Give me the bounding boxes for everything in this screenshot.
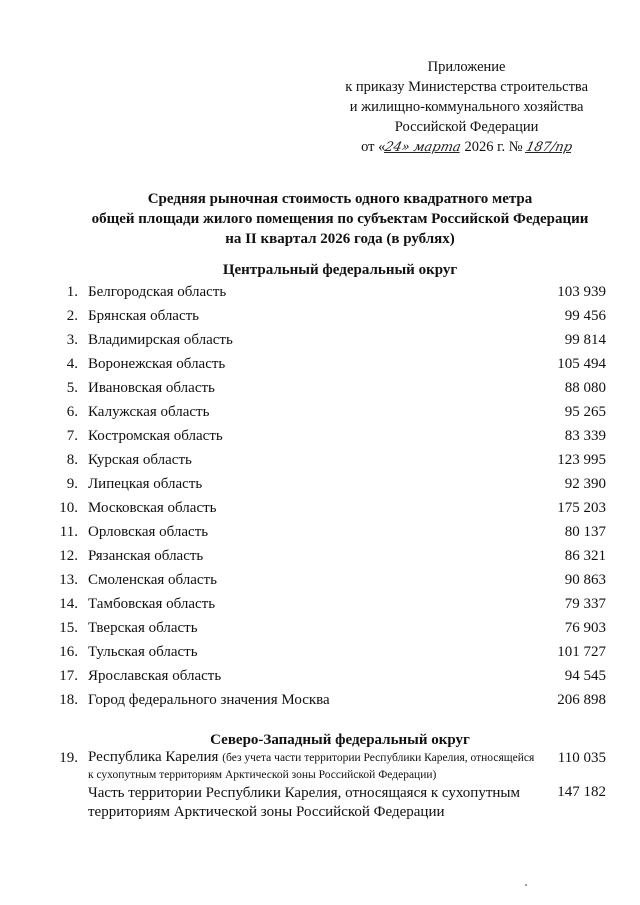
table-row bbox=[0, 690, 640, 710]
row-number: 19. bbox=[59, 750, 78, 766]
table-row bbox=[0, 618, 640, 638]
price-value: 105 494 bbox=[557, 356, 606, 372]
region-note-a: (без учета части территории Республики Карелия, относящейся bbox=[222, 752, 535, 764]
table-row bbox=[0, 282, 640, 302]
row-number: 14. bbox=[59, 596, 78, 612]
row-number: 5. bbox=[66, 380, 78, 396]
table-row bbox=[0, 666, 640, 686]
price-value: 88 080 bbox=[564, 380, 606, 396]
table-row bbox=[0, 642, 640, 662]
price-value: 86 321 bbox=[564, 548, 606, 564]
region-name: Смоленская область bbox=[88, 572, 217, 588]
table-row bbox=[0, 450, 640, 470]
row-number: 18. bbox=[59, 692, 78, 708]
row-number: 9. bbox=[66, 476, 78, 492]
document-title bbox=[60, 189, 620, 249]
title-line-2: общей площади жилого помещения по субъектам Российской Федерации bbox=[91, 211, 589, 227]
row-number: 6. bbox=[66, 404, 78, 420]
row-number: 3. bbox=[66, 332, 78, 348]
price-value: 79 337 bbox=[564, 596, 606, 612]
region-name: Рязанская область bbox=[88, 548, 204, 564]
title-line-1: Средняя рыночная стоимость одного квадратного метра bbox=[147, 191, 533, 207]
row-number: 10. bbox=[59, 500, 78, 516]
appendix-federation-line: Российской Федерации bbox=[394, 119, 539, 135]
scan-speck bbox=[525, 884, 527, 886]
region-name: Тамбовская область bbox=[88, 596, 216, 612]
table-row bbox=[0, 378, 640, 398]
region-name: Ярославская область bbox=[88, 668, 222, 684]
region-name: Тверская область bbox=[88, 620, 198, 636]
arctic-part-text: Часть территории Республики Карелия, относящаяся к сухопутным территориям Арктической зоны Российской Федерации bbox=[88, 785, 520, 820]
row-number: 15. bbox=[59, 620, 78, 636]
price-value: 110 035 bbox=[557, 750, 606, 766]
table-row bbox=[0, 594, 640, 614]
district-heading-central: Центральный федеральный округ bbox=[222, 262, 458, 278]
price-value: 90 863 bbox=[564, 572, 606, 588]
region-name: Владимирская область bbox=[88, 332, 233, 348]
table-row bbox=[0, 402, 640, 422]
price-value: 99 814 bbox=[564, 332, 606, 348]
appendix-heading: Приложение bbox=[427, 59, 506, 75]
row-number: 7. bbox=[66, 428, 78, 444]
region-name: Калужская область bbox=[88, 404, 210, 420]
row-number: 8. bbox=[66, 452, 78, 468]
price-value: 99 456 bbox=[564, 308, 606, 324]
district-heading-northwest: Северо-Западный федеральный округ bbox=[210, 732, 470, 748]
price-value: 83 339 bbox=[564, 428, 606, 444]
row-number: 13. bbox=[59, 572, 78, 588]
year-text: 2026 г. № bbox=[464, 139, 523, 155]
appendix-order-line: к приказу Министерства строительства bbox=[345, 79, 588, 95]
table-row bbox=[0, 354, 640, 374]
region-name: Воронежская область bbox=[88, 356, 226, 372]
price-value: 123 995 bbox=[557, 452, 606, 468]
region-name: Тульская область bbox=[88, 644, 198, 660]
table-row bbox=[0, 546, 640, 566]
region-name: Липецкая область bbox=[88, 476, 203, 492]
appendix-ministry-line: и жилищно-коммунального хозяйства bbox=[349, 99, 584, 115]
region-name: Ивановская область bbox=[88, 380, 215, 396]
region-name: Орловская область bbox=[88, 524, 209, 540]
row-number: 2. bbox=[66, 308, 78, 324]
region-name: Город федерального значения Москва bbox=[88, 692, 330, 708]
table-row bbox=[0, 570, 640, 590]
title-line-3: на II квартал 2026 года (в рублях) bbox=[225, 231, 455, 247]
region-name-main: Республика Карелия bbox=[88, 749, 219, 765]
row-number: 1. bbox=[66, 284, 78, 300]
appendix-block bbox=[345, 57, 588, 158]
row-number: 12. bbox=[59, 548, 78, 564]
region-name bbox=[88, 748, 534, 782]
price-value: 76 903 bbox=[564, 620, 606, 636]
handwritten-date: 24» марта bbox=[383, 140, 463, 155]
row-number: 17. bbox=[59, 668, 78, 684]
table-row bbox=[0, 306, 640, 326]
row-number: 4. bbox=[66, 356, 78, 372]
arctic-part-value: 147 182 bbox=[557, 784, 606, 800]
price-value: 80 137 bbox=[564, 524, 606, 540]
table-row bbox=[0, 330, 640, 350]
price-value: 101 727 bbox=[557, 644, 606, 660]
table-row bbox=[0, 426, 640, 446]
row-number: 16. bbox=[59, 644, 78, 660]
table-row bbox=[0, 498, 640, 518]
region-name: Белгородская область bbox=[88, 284, 227, 300]
region-name: Брянская область bbox=[88, 308, 200, 324]
price-value: 92 390 bbox=[564, 476, 606, 492]
handwritten-number: 187/пр bbox=[524, 140, 574, 155]
table-row bbox=[0, 474, 640, 494]
region-note-b: к сухопутным территориям Арктической зоны Российской Федерации) bbox=[88, 769, 437, 781]
table-row bbox=[0, 522, 640, 542]
price-value: 206 898 bbox=[557, 692, 606, 708]
price-value: 95 265 bbox=[564, 404, 606, 420]
region-name: Костромская область bbox=[88, 428, 223, 444]
date-prefix: от « bbox=[361, 139, 386, 155]
price-value: 175 203 bbox=[557, 500, 606, 516]
region-name: Московская область bbox=[88, 500, 217, 516]
price-value: 103 939 bbox=[557, 284, 606, 300]
row-number: 11. bbox=[59, 524, 78, 540]
appendix-date-number bbox=[345, 137, 588, 158]
price-value: 94 545 bbox=[564, 668, 606, 684]
region-name: Курская область bbox=[88, 452, 192, 468]
table-row bbox=[0, 748, 640, 781]
